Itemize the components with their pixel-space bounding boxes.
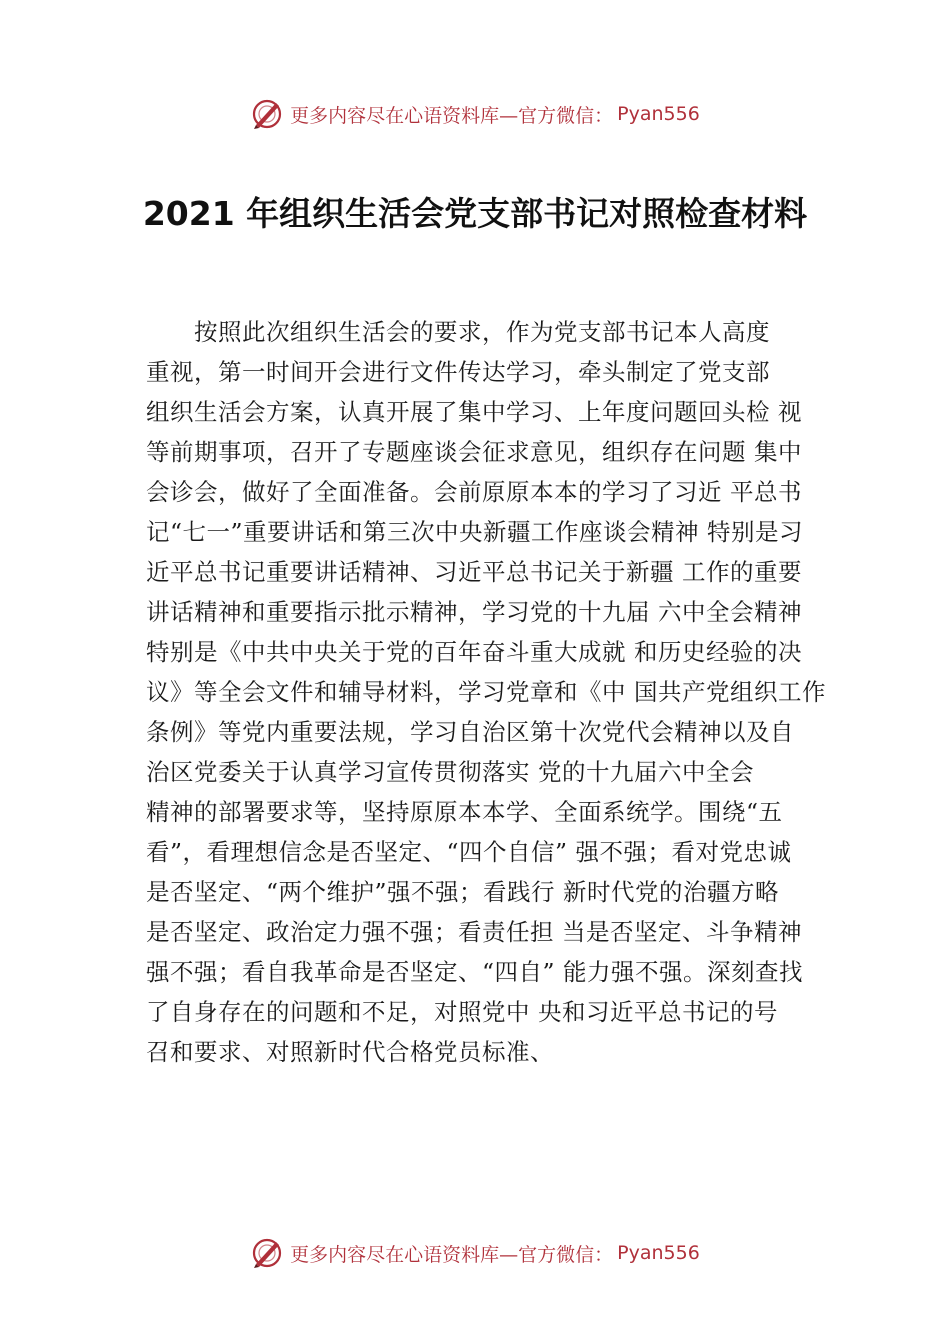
footer-banner <box>0 1233 950 1273</box>
body-line: 组织生活会方案，认真开展了集中学习、上年度问题回头检 视 <box>146 398 802 426</box>
body-line: 等前期事项，召开了专题座谈会征求意见，组织存在问题 集中 <box>146 438 802 466</box>
body-line: 特别是《中共中央关于党的百年奋斗重大成就 和历史经验的决 <box>146 638 802 666</box>
body-line: 重视，第一时间开会进行文件传达学习，牵头制定了党支部 <box>146 358 770 386</box>
body-line: 看”，看理想信念是否坚定、“四个自信” 强不强；看对党忠诚 <box>146 838 792 866</box>
body-line: 议》等全会文件和辅导材料，学习党章和《中 国共产党组织工作 <box>146 678 826 706</box>
body-line: 强不强；看自我革命是否坚定、“四自” 能力强不强。深刻查找 <box>146 958 803 986</box>
body-line: 召和要求、对照新时代合格党员标准、 <box>146 1038 554 1066</box>
banner-wechat-id: Pyan556 <box>617 1242 700 1264</box>
document-body <box>146 312 836 1072</box>
body-line: 精神的部署要求等，坚持原原本本学、全面系统学。围绕“五 <box>146 798 783 826</box>
pen-logo-icon <box>250 97 284 131</box>
document-title: 2021 年组织生活会党支部书记对照检查材料 <box>142 194 808 233</box>
banner-wechat-id: Pyan556 <box>617 103 700 125</box>
body-line: 了自身存在的问题和不足，对照党中 央和习近平总书记的号 <box>146 998 778 1026</box>
body-line: 讲话精神和重要指示批示精神，学习党的十九届 六中全会精神 <box>146 598 802 626</box>
body-line: 近平总书记重要讲话精神、习近平总书记关于新疆 工作的重要 <box>146 558 802 586</box>
body-line: 是否坚定、政治定力强不强；看责任担 当是否坚定、斗争精神 <box>146 918 802 946</box>
header-banner <box>0 94 950 134</box>
body-line: 是否坚定、“两个维护”强不强；看践行 新时代党的治疆方略 <box>146 878 779 906</box>
banner-text: 更多内容尽在心语资料库—官方微信： <box>290 104 614 127</box>
body-line: 记“七一”重要讲话和第三次中央新疆工作座谈会精神 特别是习 <box>146 518 803 546</box>
body-line: 按照此次组织生活会的要求，作为党支部书记本人高度 <box>194 318 770 346</box>
body-line: 会诊会，做好了全面准备。会前原原本本的学习了习近 平总书 <box>146 478 802 506</box>
banner-text: 更多内容尽在心语资料库—官方微信： <box>290 1243 614 1266</box>
body-line: 条例》等党内重要法规，学习自治区第十次党代会精神以及自 <box>146 718 794 746</box>
pen-logo-icon <box>250 1236 284 1270</box>
body-line: 治区党委关于认真学习宣传贯彻落实 党的十九届六中全会 <box>146 758 754 786</box>
